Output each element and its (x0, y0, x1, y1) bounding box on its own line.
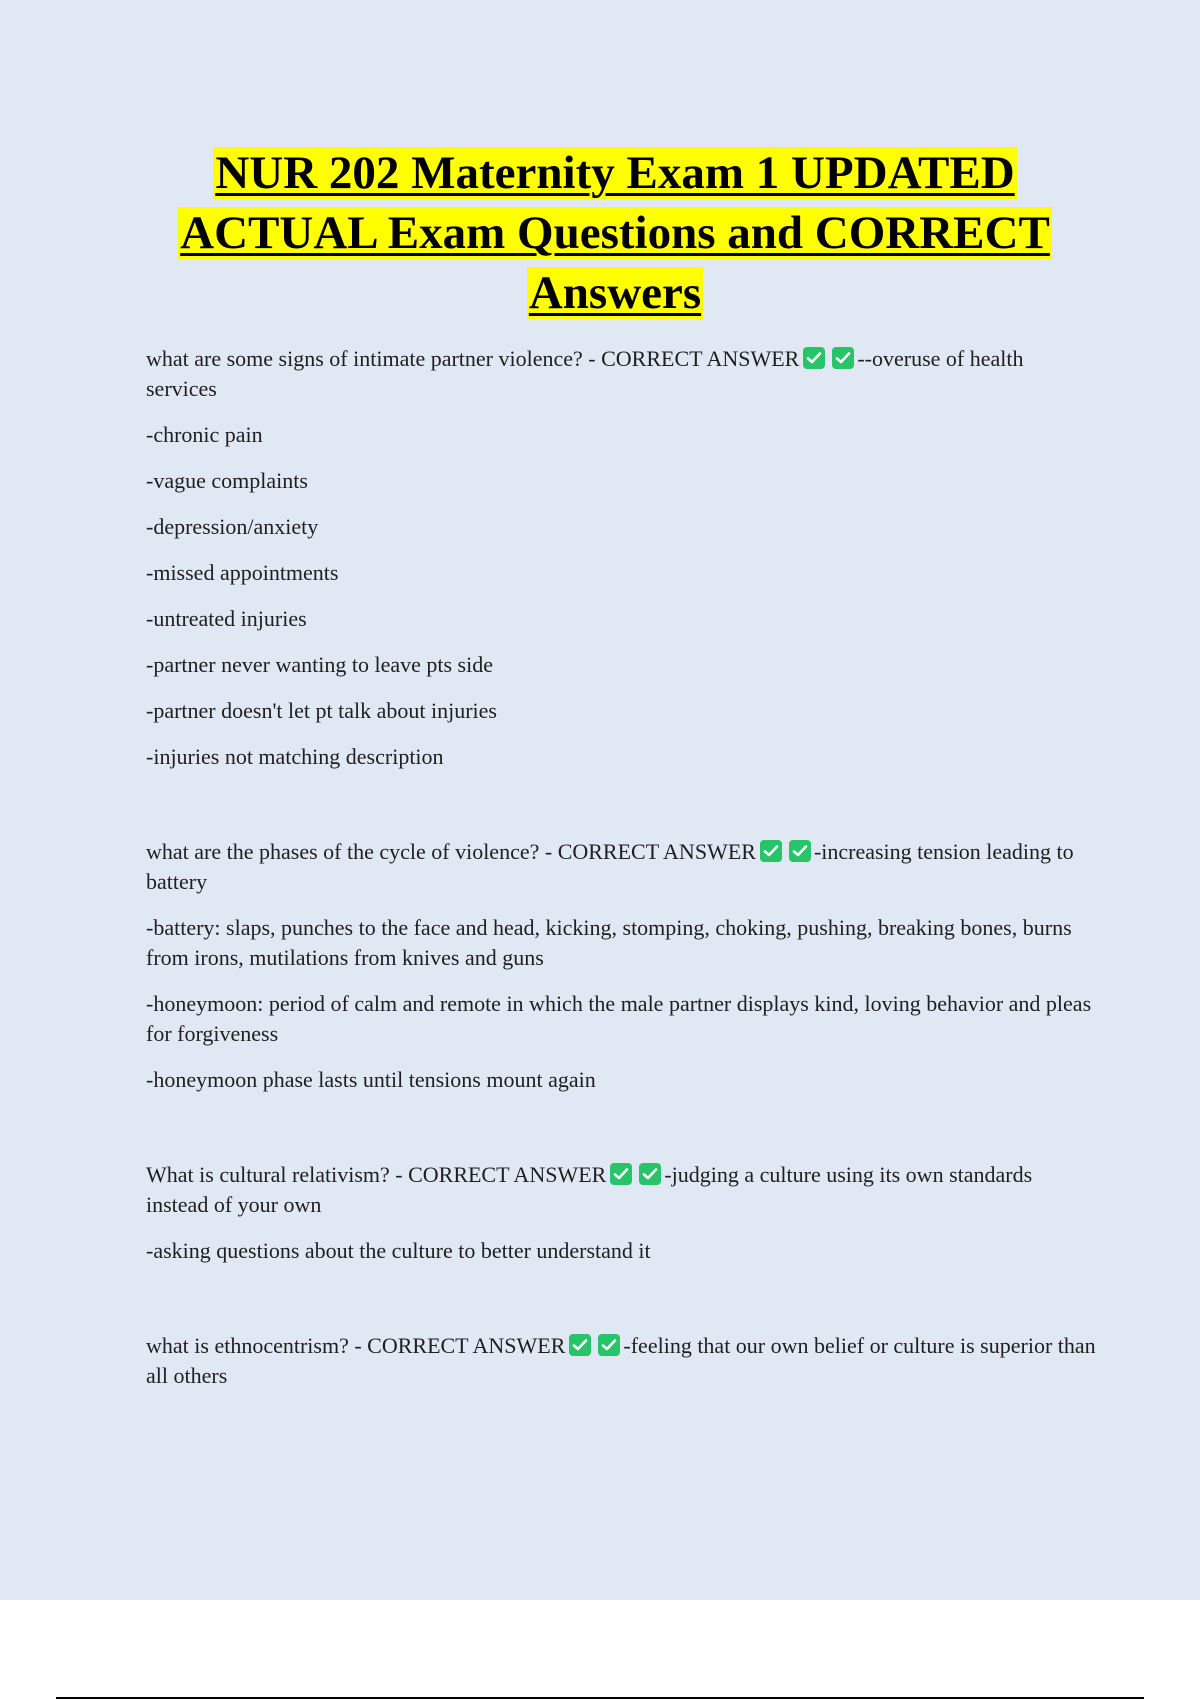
answer-text: -judging a culture using its own standards instead of your own (146, 1162, 1033, 1217)
answer-item: -vague complaints (146, 468, 308, 493)
check-mark-icon (610, 1163, 632, 1185)
document-title (60, 143, 1170, 323)
title-line-text: Answers (528, 267, 702, 319)
check-mark-icon (789, 840, 811, 862)
question-paragraph (146, 837, 1096, 897)
footer-divider (56, 1697, 1144, 1699)
question-text: What is cultural relativism? - CORRECT ANSWER (146, 1162, 607, 1187)
question-paragraph (146, 344, 1096, 404)
title-line-text: ACTUAL Exam Questions and CORRECT (180, 207, 1050, 259)
qa-block (146, 837, 1096, 1095)
question-text: what is ethnocentrism? - CORRECT ANSWER (146, 1333, 566, 1358)
answer-item: -chronic pain (146, 422, 263, 447)
answer-text: -increasing tension leading to battery (146, 839, 1074, 894)
check-mark-icon (760, 840, 782, 862)
question-paragraph (146, 1331, 1096, 1391)
qa-block (146, 1160, 1096, 1266)
check-mark-icon (598, 1334, 620, 1356)
title-line (60, 263, 1170, 323)
answer-item: -missed appointments (146, 560, 339, 585)
answer-item: -battery: slaps, punches to the face and head, kicking, stomping, choking, pushing, breaking bones, burns from irons, mutilations from knives and guns (146, 915, 1072, 970)
qa-block (146, 344, 1096, 772)
check-mark-icon (569, 1334, 591, 1356)
question-text: what are the phases of the cycle of violence? - CORRECT ANSWER (146, 839, 756, 864)
title-line (60, 143, 1170, 203)
title-line-text: NUR 202 Maternity Exam 1 UPDATED (215, 147, 1015, 199)
check-mark-icon (832, 347, 854, 369)
question-text: what are some signs of intimate partner violence? - CORRECT ANSWER (146, 346, 800, 371)
answer-item: -partner never wanting to leave pts side (146, 652, 493, 677)
question-paragraph (146, 1160, 1096, 1220)
qa-block (146, 1331, 1096, 1391)
answer-text: -feeling that our own belief or culture is superior than all others (146, 1333, 1096, 1388)
check-mark-icon (639, 1163, 661, 1185)
answer-item: -honeymoon: period of calm and remote in which the male partner displays kind, loving behavior and pleas for forgiveness (146, 991, 1092, 1046)
check-mark-icon (803, 347, 825, 369)
question-answer-list (146, 344, 1096, 1407)
answer-item: -injuries not matching description (146, 744, 444, 769)
answer-text: --overuse of health services (146, 346, 1024, 401)
answer-item: -partner doesn't let pt talk about injuries (146, 698, 497, 723)
answer-item: -honeymoon phase lasts until tensions mount again (146, 1067, 596, 1092)
title-line (60, 203, 1170, 263)
answer-item: -untreated injuries (146, 606, 307, 631)
answer-item: -asking questions about the culture to better understand it (146, 1238, 651, 1263)
answer-item: -depression/anxiety (146, 514, 319, 539)
